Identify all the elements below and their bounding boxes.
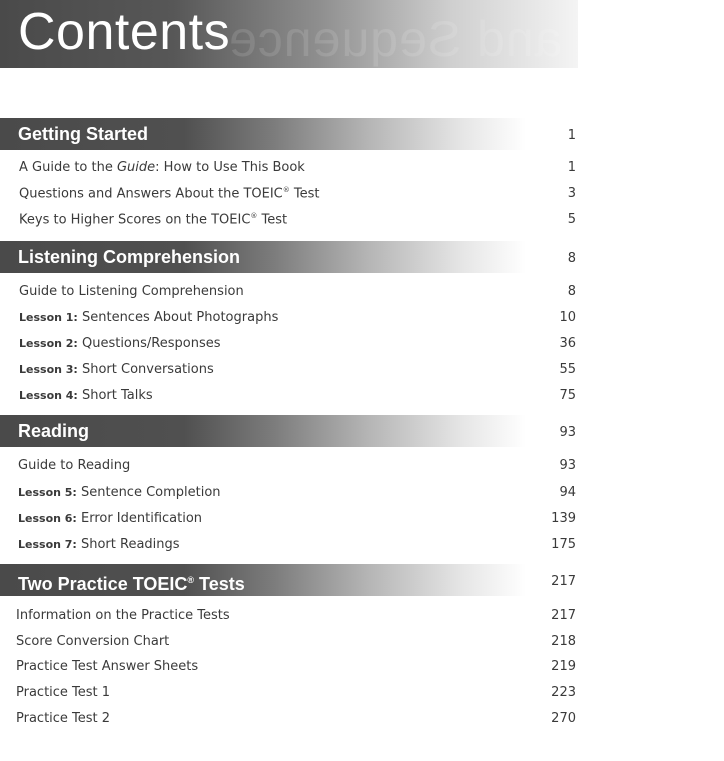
entry-page-number: 55 bbox=[559, 362, 576, 377]
entry-page-number: 5 bbox=[567, 212, 576, 227]
toc-entry[interactable] bbox=[18, 485, 221, 500]
section-header-bar bbox=[0, 241, 526, 273]
entry-page-number: 175 bbox=[551, 537, 576, 552]
lesson-label: Lesson 7: bbox=[18, 538, 77, 551]
toc-entry[interactable] bbox=[16, 608, 230, 623]
entry-page-number: 3 bbox=[567, 186, 576, 201]
section-title-text: Reading bbox=[18, 421, 90, 441]
entry-title: Short Conversations bbox=[81, 362, 214, 377]
toc-entry[interactable] bbox=[18, 537, 180, 552]
section-title[interactable] bbox=[18, 241, 240, 273]
lesson-label: Lesson 2: bbox=[19, 337, 78, 350]
toc-entry[interactable] bbox=[16, 659, 198, 674]
entry-title: Guide to Listening Comprehension bbox=[19, 284, 244, 299]
entry-title: Keys to Higher Scores on the TOEIC bbox=[19, 212, 251, 228]
lesson-label: Lesson 3: bbox=[19, 363, 78, 376]
section-title-text: Getting Started bbox=[18, 124, 149, 144]
toc-entry[interactable] bbox=[18, 458, 130, 473]
section-title[interactable] bbox=[18, 564, 245, 600]
registered-mark: ® bbox=[250, 212, 258, 220]
title-ghost-text: Scope and Sequence bbox=[228, 11, 724, 67]
toc-entry[interactable] bbox=[16, 711, 110, 726]
entry-title: Questions/Responses bbox=[81, 336, 221, 351]
entry-page-number: 8 bbox=[567, 284, 576, 299]
entry-title: Practice Test Answer Sheets bbox=[16, 659, 199, 674]
entry-page-number: 36 bbox=[559, 336, 576, 351]
toc-entry[interactable] bbox=[16, 685, 110, 700]
section-page-number: 1 bbox=[567, 128, 576, 143]
entry-title: Guide to Reading bbox=[18, 458, 131, 473]
entry-title: Sentences About Photographs bbox=[81, 310, 279, 325]
lesson-label: Lesson 4: bbox=[19, 389, 78, 402]
lesson-label: Lesson 6: bbox=[18, 512, 77, 525]
entry-page-number: 217 bbox=[551, 608, 576, 623]
section-title[interactable] bbox=[18, 415, 89, 447]
entry-page-number: 75 bbox=[559, 388, 576, 403]
lesson-label: Lesson 1: bbox=[19, 311, 78, 324]
entry-title: A Guide to the bbox=[19, 160, 117, 175]
registered-mark: ® bbox=[187, 575, 195, 585]
toc-entry[interactable] bbox=[19, 160, 305, 175]
entry-title-suffix: Test bbox=[289, 186, 320, 202]
entry-title-italic: Guide bbox=[116, 160, 156, 175]
toc-entry[interactable] bbox=[19, 310, 278, 325]
section-title[interactable] bbox=[18, 118, 148, 150]
entry-page-number: 1 bbox=[567, 160, 576, 175]
toc-entry[interactable] bbox=[19, 362, 214, 377]
entry-title: Score Conversion Chart bbox=[16, 634, 170, 649]
toc-entry[interactable] bbox=[19, 186, 320, 201]
toc-entry[interactable] bbox=[16, 634, 169, 649]
toc-entry[interactable] bbox=[19, 336, 221, 351]
entry-page-number: 10 bbox=[559, 310, 576, 325]
section-page-number: 217 bbox=[551, 574, 576, 589]
entry-title: Short Talks bbox=[81, 388, 153, 403]
registered-mark: ® bbox=[282, 186, 290, 194]
section-page-number: 93 bbox=[559, 425, 576, 440]
toc-entry[interactable] bbox=[19, 284, 244, 299]
entry-page-number: 94 bbox=[559, 485, 576, 500]
toc-entry[interactable] bbox=[19, 212, 287, 227]
section-title-text: Two Practice TOEIC bbox=[18, 574, 188, 594]
entry-page-number: 219 bbox=[551, 659, 576, 674]
toc-entry[interactable] bbox=[18, 511, 202, 526]
entry-page-number: 139 bbox=[551, 511, 576, 526]
entry-title: Information on the Practice Tests bbox=[16, 608, 230, 623]
section-header-bar bbox=[0, 564, 526, 596]
section-header-bar bbox=[0, 118, 526, 150]
entry-title: Short Readings bbox=[80, 537, 180, 552]
entry-page-number: 93 bbox=[559, 458, 576, 473]
toc-entry[interactable] bbox=[19, 388, 153, 403]
entry-title-suffix: Test bbox=[257, 212, 288, 228]
entry-page-number: 270 bbox=[551, 711, 576, 726]
section-header-bar bbox=[0, 415, 526, 447]
entry-title: Practice Test 1 bbox=[16, 685, 111, 700]
page-title: Contents bbox=[18, 3, 231, 61]
entry-title: Sentence Completion bbox=[80, 485, 221, 500]
entry-title: Questions and Answers About the TOEIC bbox=[19, 186, 283, 202]
entry-page-number: 218 bbox=[551, 634, 576, 649]
entry-title: Error Identification bbox=[80, 511, 203, 526]
section-title-text: Listening Comprehension bbox=[18, 247, 241, 267]
entry-title-suffix: : How to Use This Book bbox=[155, 160, 305, 175]
entry-page-number: 223 bbox=[551, 685, 576, 700]
section-page-number: 8 bbox=[567, 251, 576, 266]
lesson-label: Lesson 5: bbox=[18, 486, 77, 499]
section-title-suffix: Tests bbox=[194, 574, 245, 594]
entry-title: Practice Test 2 bbox=[16, 711, 111, 726]
